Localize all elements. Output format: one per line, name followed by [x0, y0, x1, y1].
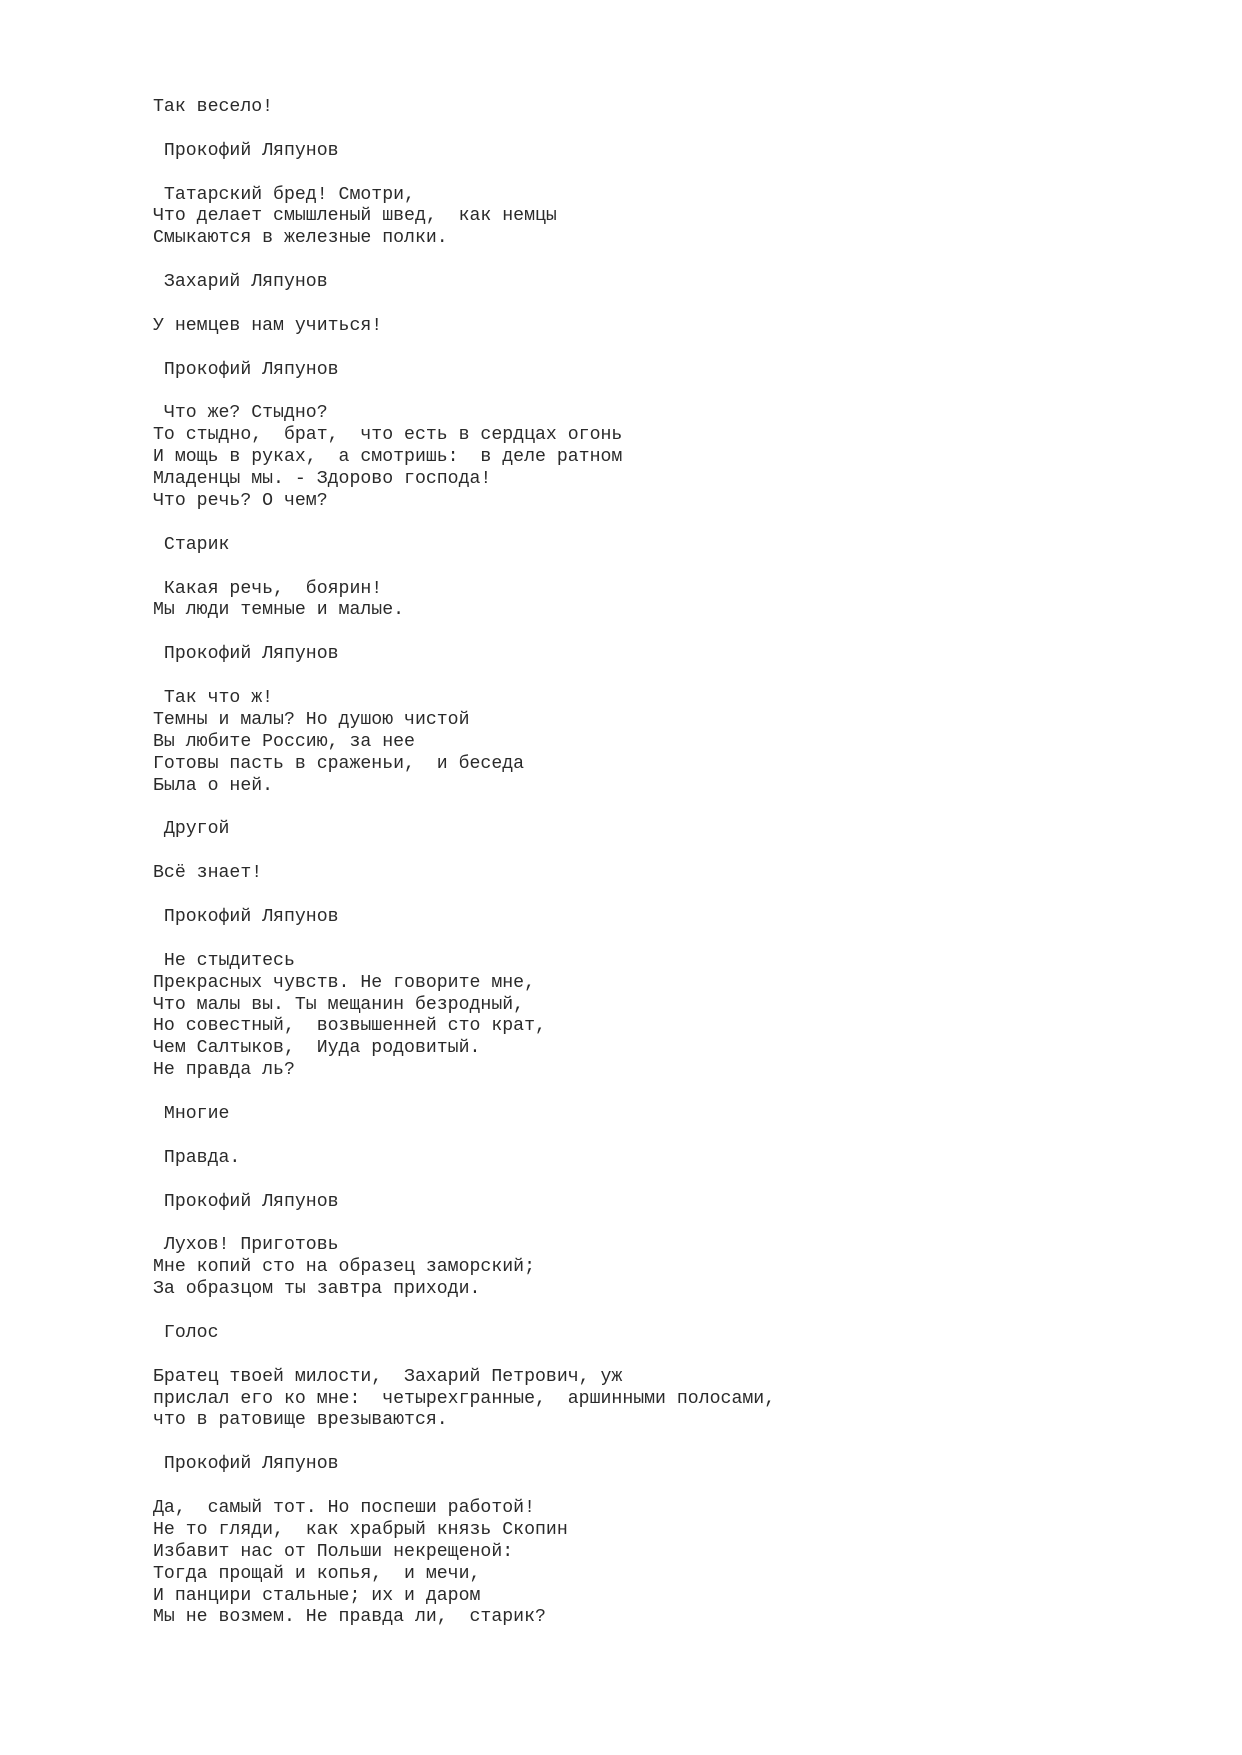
text-line: Смыкаются в железные полки. [153, 228, 448, 249]
text-line: Не стыдитесь [153, 950, 295, 971]
blank-line [153, 1170, 1153, 1192]
text-line: Так весело! [153, 97, 274, 117]
blank-line [153, 119, 1153, 141]
text-line: Другой [153, 819, 230, 840]
text-line: Братец твоей милости, Захарий Петрович, уж [153, 1366, 623, 1387]
blank-line [153, 1082, 1153, 1104]
blank-line [153, 1126, 1153, 1148]
text-line: Мы люди темные и малые. [153, 600, 405, 621]
text-line: Так что ж! [153, 688, 274, 709]
blank-line [153, 382, 1153, 404]
text-line: Прокофий Ляпунов [153, 359, 339, 380]
blank-line [153, 929, 1153, 951]
text-line: У немцев нам учиться! [153, 315, 383, 336]
text-line: Не то гляди, как храбрый князь Скопин [153, 1519, 568, 1540]
text-line: Да, самый тот. Но поспеши работой! [153, 1498, 535, 1518]
text-line: Прекрасных чувств. Не говорите мне, [153, 972, 535, 993]
text-line: И мощь в руках, а смотришь: в деле ратном [153, 447, 623, 468]
text-line: Темны и малы? Но душою чистой [153, 709, 470, 730]
text-line: Голос [153, 1322, 219, 1343]
text-line: И панцири стальные; их и даром [153, 1585, 481, 1606]
text-line: Тогда прощай и копья, и мечи, [153, 1563, 481, 1584]
text-line: Была о ней. [153, 775, 274, 796]
blank-line [153, 338, 1153, 360]
text-line: Прокофий Ляпунов [153, 644, 339, 665]
blank-line [153, 557, 1153, 579]
blank-line [153, 1213, 1153, 1235]
text-line: То стыдно, брат, что есть в сердцах огонь [153, 425, 623, 446]
blank-line [153, 622, 1153, 644]
text-line: Но совестный, возвышенней сто крат, [153, 1016, 546, 1037]
text-line: что в ратовище врезываются. [153, 1410, 448, 1431]
text-line: За образцом ты завтра приходи. [153, 1279, 481, 1300]
text-line: Лухов! Приготовь [153, 1235, 339, 1256]
blank-line [153, 1432, 1153, 1454]
document-body [153, 97, 1153, 1629]
text-line: Прокофий Ляпунов [153, 906, 339, 927]
text-line: Прокофий Ляпунов [153, 1454, 339, 1475]
blank-line [153, 885, 1153, 907]
text-line: Правда. [153, 1147, 241, 1168]
text-line: Не правда ль? [153, 1060, 295, 1081]
blank-line [153, 513, 1153, 535]
blank-line [153, 666, 1153, 688]
blank-line [153, 798, 1153, 820]
blank-line [153, 1476, 1153, 1498]
text-line: Мы не возмем. Не правда ли, старик? [153, 1607, 546, 1628]
text-line: Что речь? О чем? [153, 491, 328, 512]
text-line: Старик [153, 534, 230, 555]
text-line: Что малы вы. Ты мещанин безродный, [153, 994, 525, 1015]
text-line: Готовы пасть в сраженьи, и беседа [153, 753, 525, 774]
blank-line [153, 841, 1153, 863]
blank-line [153, 250, 1153, 272]
text-line: Прокофий Ляпунов [153, 1191, 339, 1212]
text-line: Что же? Стыдно? [153, 403, 328, 424]
blank-line [153, 1345, 1153, 1367]
text-line: Мне копий сто на образец заморский; [153, 1257, 535, 1278]
blank-line [153, 1301, 1153, 1323]
text-line: Вы любите Россию, за нее [153, 731, 415, 752]
text-line: Многие [153, 1103, 230, 1124]
text-line: Всё знает! [153, 863, 263, 884]
text-line: Прокофий Ляпунов [153, 140, 339, 161]
text-line: Чем Салтыков, Иуда родовитый. [153, 1038, 481, 1059]
blank-line [153, 163, 1153, 185]
text-line: Какая речь, боярин! [153, 578, 383, 599]
text-line: Захарий Ляпунов [153, 272, 328, 293]
text-line: Татарский бред! Смотри, [153, 184, 415, 205]
text-line: Младенцы мы. - Здорово господа! [153, 469, 492, 490]
text-line: Избавит нас от Польши некрещеной: [153, 1541, 514, 1562]
text-line: Что делает смышленый швед, как немцы [153, 206, 557, 227]
blank-line [153, 294, 1153, 316]
text-line: прислал его ко мне: четырехгранные, аршинными полосами, [153, 1388, 776, 1409]
